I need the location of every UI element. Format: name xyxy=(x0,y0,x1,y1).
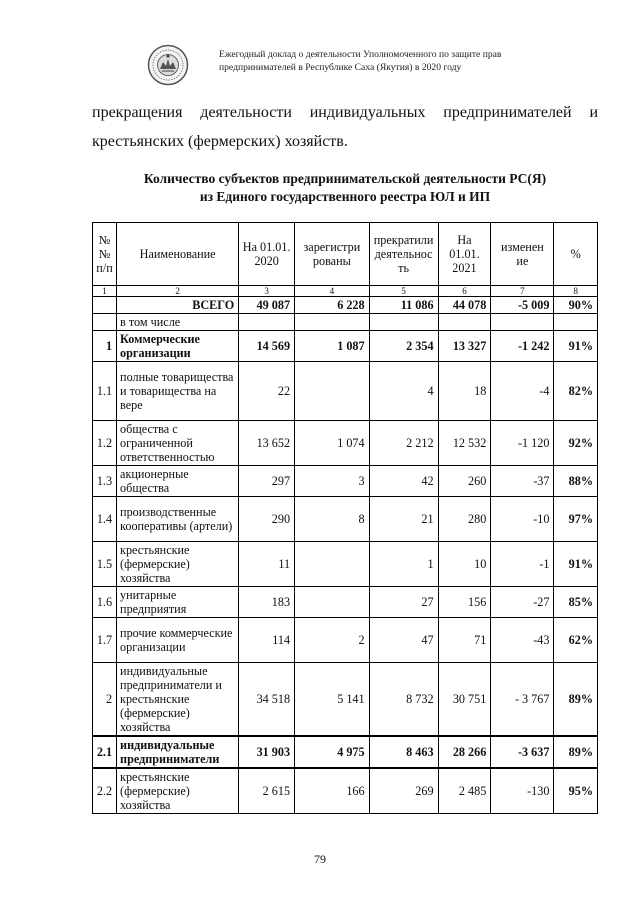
percent-cell: 91% xyxy=(554,331,598,362)
table-row xyxy=(93,497,598,542)
body-line-1 xyxy=(92,98,598,127)
stopped-cell: 42 xyxy=(369,466,438,497)
header-cell-registered: зарегистри рованы xyxy=(295,223,370,286)
column-index-cell: 3 xyxy=(239,286,295,297)
body-word: индивидуальных xyxy=(309,104,426,121)
value-2021-cell: 18 xyxy=(438,362,491,421)
percent-cell: 92% xyxy=(554,421,598,466)
change-cell: -1 242 xyxy=(491,331,554,362)
value-2021-cell: 71 xyxy=(438,618,491,663)
column-index-cell: 8 xyxy=(554,286,598,297)
value-2021-cell: 28 266 xyxy=(438,736,491,768)
value-2020-cell: 290 xyxy=(239,497,295,542)
percent-cell: 88% xyxy=(554,466,598,497)
stopped-cell: 27 xyxy=(369,587,438,618)
registered-cell xyxy=(295,362,370,421)
change-cell: -4 xyxy=(491,362,554,421)
value-2021-cell: 156 xyxy=(438,587,491,618)
change-cell: -5 009 xyxy=(491,297,554,314)
table-row xyxy=(93,297,598,314)
row-name-cell: прочие коммерческие организации xyxy=(117,618,239,663)
header-cell-stopped: прекратили деятельнос ть xyxy=(369,223,438,286)
row-name-cell: унитарные предприятия xyxy=(117,587,239,618)
header-cell-percent: % xyxy=(554,223,598,286)
change-cell: -37 xyxy=(491,466,554,497)
row-name-cell: крестьянские (фермерские) хозяйства xyxy=(117,768,239,814)
header-cell-name: Наименование xyxy=(117,223,239,286)
row-number-cell: 1.4 xyxy=(93,497,117,542)
row-name-cell: Коммерческие организации xyxy=(117,331,239,362)
row-name-cell: индивидуальные предприниматели и крестьянские (фермерские) хозяйства xyxy=(117,663,239,737)
header-line-2: предпринимателей в Республике Саха (Якутия) в 2020 году xyxy=(219,62,462,73)
change-cell: -27 xyxy=(491,587,554,618)
table-row xyxy=(93,768,598,814)
percent-cell: 82% xyxy=(554,362,598,421)
sakha-emblem-icon xyxy=(147,44,189,86)
body-word: предпринимателей xyxy=(443,104,572,121)
registered-cell: 5 141 xyxy=(295,663,370,737)
row-name-cell: производственные кооперативы (артели) xyxy=(117,497,239,542)
stopped-cell: 4 xyxy=(369,362,438,421)
body-word: деятельности xyxy=(200,104,292,121)
value-2021-cell: 12 532 xyxy=(438,421,491,466)
change-cell: - 3 767 xyxy=(491,663,554,737)
stopped-cell: 8 732 xyxy=(369,663,438,737)
table-title xyxy=(92,170,598,206)
row-name-cell: крестьянские (фермерские) хозяйства xyxy=(117,542,239,587)
change-cell: -130 xyxy=(491,768,554,814)
value-2021-cell xyxy=(438,314,491,331)
row-name-cell: в том числе xyxy=(117,314,239,331)
change-cell: -43 xyxy=(491,618,554,663)
table-row xyxy=(93,314,598,331)
value-2021-cell: 30 751 xyxy=(438,663,491,737)
value-2021-cell: 260 xyxy=(438,466,491,497)
row-name-cell: ВСЕГО xyxy=(117,297,239,314)
value-2020-cell: 2 615 xyxy=(239,768,295,814)
percent-cell: 85% xyxy=(554,587,598,618)
percent-cell xyxy=(554,314,598,331)
change-cell: -1 xyxy=(491,542,554,587)
value-2020-cell: 297 xyxy=(239,466,295,497)
table-row xyxy=(93,663,598,737)
value-2021-cell: 2 485 xyxy=(438,768,491,814)
registry-table xyxy=(92,222,598,814)
row-name-cell: индивидуальные предприниматели xyxy=(117,736,239,768)
report-header xyxy=(219,48,501,74)
table-row xyxy=(93,421,598,466)
value-2020-cell: 114 xyxy=(239,618,295,663)
table-row xyxy=(93,362,598,421)
change-cell: -1 120 xyxy=(491,421,554,466)
registered-cell xyxy=(295,314,370,331)
registered-cell: 1 087 xyxy=(295,331,370,362)
registered-cell: 166 xyxy=(295,768,370,814)
value-2020-cell: 14 569 xyxy=(239,331,295,362)
row-number-cell xyxy=(93,314,117,331)
table-row xyxy=(93,466,598,497)
header-cell-change: изменен ие xyxy=(491,223,554,286)
table-row xyxy=(93,331,598,362)
table-title-line-2: из Единого государственного реестра ЮЛ и ИП xyxy=(199,189,491,204)
body-word: прекращения xyxy=(92,104,183,121)
stopped-cell xyxy=(369,314,438,331)
value-2021-cell: 44 078 xyxy=(438,297,491,314)
stopped-cell: 47 xyxy=(369,618,438,663)
percent-cell: 89% xyxy=(554,663,598,737)
row-number-cell: 1.6 xyxy=(93,587,117,618)
change-cell xyxy=(491,314,554,331)
registered-cell: 4 975 xyxy=(295,736,370,768)
row-number-cell: 2.2 xyxy=(93,768,117,814)
table-body xyxy=(93,297,598,814)
row-number-cell: 1.1 xyxy=(93,362,117,421)
value-2020-cell: 13 652 xyxy=(239,421,295,466)
percent-cell: 95% xyxy=(554,768,598,814)
header-cell-2020: На 01.01. 2020 xyxy=(239,223,295,286)
percent-cell: 90% xyxy=(554,297,598,314)
table-row xyxy=(93,618,598,663)
row-name-cell: полные товарищества и товарищества на вере xyxy=(117,362,239,421)
column-index-cell: 1 xyxy=(93,286,117,297)
value-2020-cell: 34 518 xyxy=(239,663,295,737)
table-row xyxy=(93,587,598,618)
row-number-cell: 1 xyxy=(93,331,117,362)
stopped-cell: 1 xyxy=(369,542,438,587)
value-2020-cell: 22 xyxy=(239,362,295,421)
change-cell: -3 637 xyxy=(491,736,554,768)
stopped-cell: 2 212 xyxy=(369,421,438,466)
column-index-row xyxy=(93,286,598,297)
table-row xyxy=(93,736,598,768)
row-name-cell: общества с ограниченной ответственностью xyxy=(117,421,239,466)
percent-cell: 91% xyxy=(554,542,598,587)
header-line-1: Ежегодный доклад о деятельности Уполномоченного по защите прав xyxy=(219,49,502,60)
header-cell-no: № № п/п xyxy=(93,223,117,286)
percent-cell: 62% xyxy=(554,618,598,663)
change-cell: -10 xyxy=(491,497,554,542)
registered-cell: 2 xyxy=(295,618,370,663)
body-line-2: крестьянских (фермерских) хозяйств. xyxy=(92,133,348,150)
registered-cell xyxy=(295,542,370,587)
stopped-cell: 8 463 xyxy=(369,736,438,768)
row-number-cell: 1.3 xyxy=(93,466,117,497)
row-number-cell: 1.2 xyxy=(93,421,117,466)
stopped-cell: 11 086 xyxy=(369,297,438,314)
column-index-cell: 4 xyxy=(295,286,370,297)
page-number: 79 xyxy=(314,852,326,866)
value-2021-cell: 280 xyxy=(438,497,491,542)
registered-cell: 1 074 xyxy=(295,421,370,466)
value-2021-cell: 13 327 xyxy=(438,331,491,362)
value-2020-cell: 183 xyxy=(239,587,295,618)
column-index-cell: 2 xyxy=(117,286,239,297)
body-paragraph xyxy=(92,98,598,156)
stopped-cell: 269 xyxy=(369,768,438,814)
value-2020-cell: 49 087 xyxy=(239,297,295,314)
value-2020-cell xyxy=(239,314,295,331)
row-number-cell: 1.7 xyxy=(93,618,117,663)
column-index-cell: 5 xyxy=(369,286,438,297)
row-name-cell: акционерные общества xyxy=(117,466,239,497)
percent-cell: 97% xyxy=(554,497,598,542)
value-2020-cell: 11 xyxy=(239,542,295,587)
percent-cell: 89% xyxy=(554,736,598,768)
column-index-cell: 7 xyxy=(491,286,554,297)
table-title-line-1: Количество субъектов предпринимательской деятельности РС(Я) xyxy=(143,171,547,186)
registered-cell: 6 228 xyxy=(295,297,370,314)
stopped-cell: 21 xyxy=(369,497,438,542)
value-2020-cell: 31 903 xyxy=(239,736,295,768)
stopped-cell: 2 354 xyxy=(369,331,438,362)
registered-cell xyxy=(295,587,370,618)
row-number-cell: 2.1 xyxy=(93,736,117,768)
registered-cell: 3 xyxy=(295,466,370,497)
registered-cell: 8 xyxy=(295,497,370,542)
row-number-cell: 1.5 xyxy=(93,542,117,587)
row-number-cell xyxy=(93,297,117,314)
body-word: и xyxy=(589,104,598,121)
table-header-row xyxy=(93,223,598,286)
column-index-cell: 6 xyxy=(438,286,491,297)
header-cell-2021: На 01.01. 2021 xyxy=(438,223,491,286)
table-row xyxy=(93,542,598,587)
value-2021-cell: 10 xyxy=(438,542,491,587)
row-number-cell: 2 xyxy=(93,663,117,737)
